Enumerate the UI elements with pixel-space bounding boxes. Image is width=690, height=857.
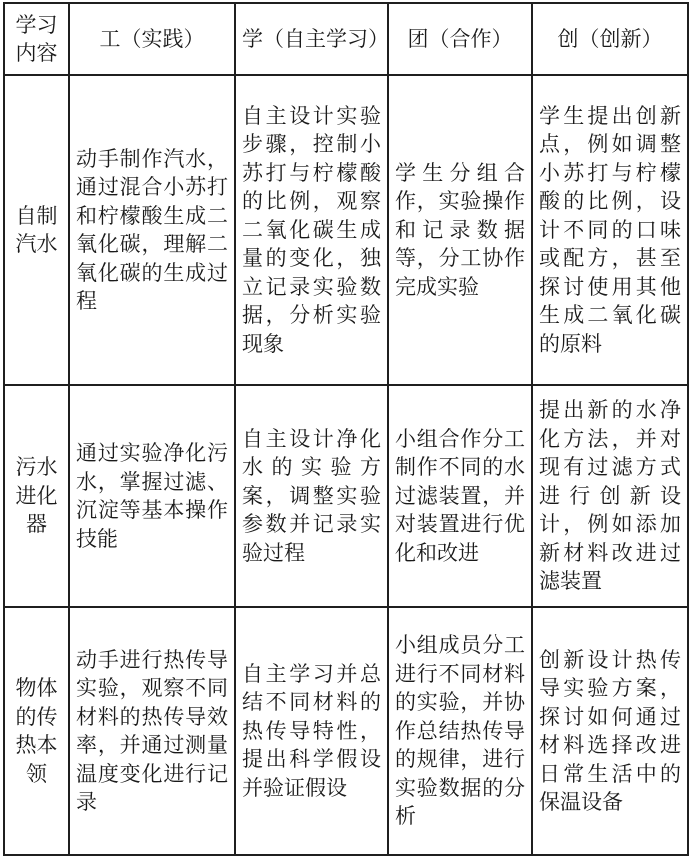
cell-cooperation: 小组成员分工进行不同材料的实验，并协作总结热传导的规律，进行实验数据的分析 [388,607,532,855]
cell-self-study: 自主设计实验步骤，控制小苏打与柠檬酸的比例，观察二氧化碳生成量的变化，独立记录实验数据，分析实验现象 [235,75,388,385]
cell-innovation: 提出新的水净化方法，并对现有过滤方式进行创新设计，例如添加新材料改进过滤装置 [532,385,688,607]
cell-practice: 通过实验净化污水，掌握过滤、沉淀等基本操作技能 [69,385,235,607]
cell-innovation: 创新设计热传导实验方案，探讨如何通过材料选择改进日常生活中的保温设备 [532,607,688,855]
table-row [4,607,688,855]
header-innovation: 创（创新） [532,3,688,75]
cell-self-study: 自主设计净化水的实验方案，调整实验参数并记录实验过程 [235,385,388,607]
cell-practice: 动手制作汽水，通过混合小苏打和柠檬酸生成二氧化碳，理解二氧化碳的生成过程 [69,75,235,385]
header-learning-content: 学习内容 [4,3,69,75]
table-row [4,385,688,607]
cell-self-study: 自主学习并总结不同材料的热传导特性，提出科学假设并验证假设 [235,607,388,855]
cell-cooperation: 学生分组合作，实验操作和记录数据等，分工协作完成实验 [388,75,532,385]
table-row [4,75,688,385]
table-header-row [4,3,688,75]
row-topic: 污水进化器 [4,385,69,607]
row-topic: 自制汽水 [4,75,69,385]
cell-innovation: 学生提出创新点，例如调整小苏打与柠檬酸的比例，设计不同的口味或配方，甚至探讨使用其他生成二氧化碳的原料 [532,75,688,385]
cell-cooperation: 小组合作分工制作不同的水过滤装置，并对装置进行优化和改进 [388,385,532,607]
header-self-study: 学（自主学习） [235,3,388,75]
header-cooperation: 团（合作） [388,3,532,75]
learning-content-table [3,2,689,856]
row-topic: 物体的传热本领 [4,607,69,855]
header-practice: 工（实践） [69,3,235,75]
cell-practice: 动手进行热传导实验，观察不同材料的热传导效率，并通过测量温度变化进行记录 [69,607,235,855]
